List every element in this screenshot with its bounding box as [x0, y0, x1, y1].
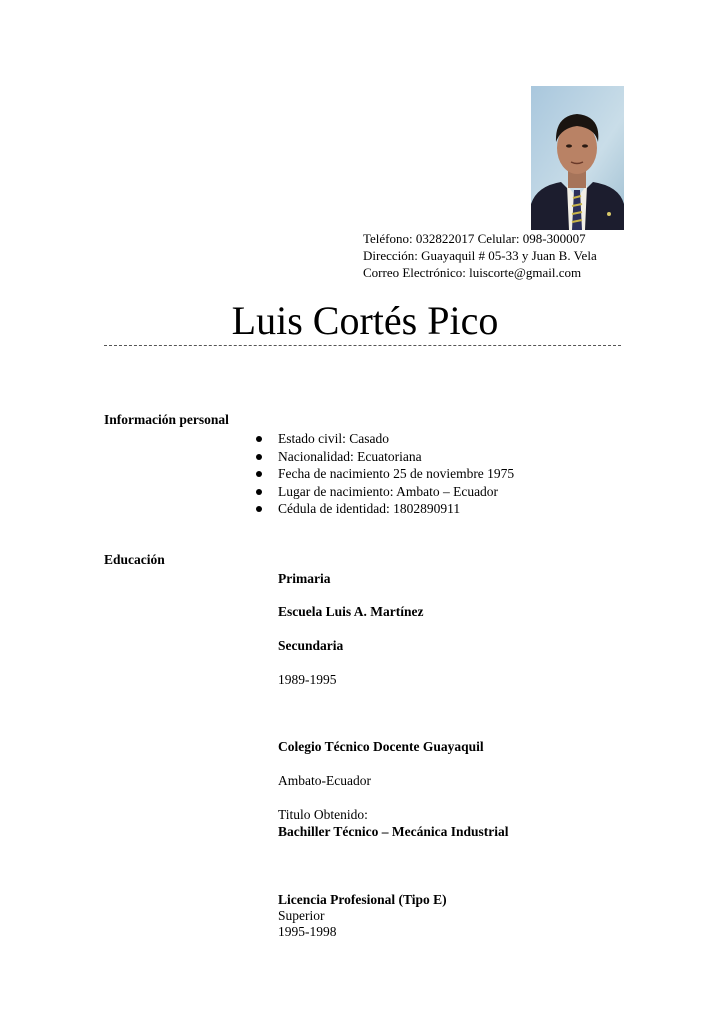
address-text: Dirección: Guayaquil # 05-33 y Juan B. Vela [363, 248, 597, 263]
college-location: Ambato-Ecuador [278, 773, 371, 788]
degree-name: Bachiller Técnico – Mecánica Industrial [278, 824, 509, 839]
license-level: Superior [278, 908, 325, 923]
degree-label: Titulo Obtenido: [278, 807, 368, 822]
personal-info-list [252, 430, 514, 518]
license-name: Licencia Profesional (Tipo E) [278, 892, 447, 907]
primary-level: Primaria [278, 571, 331, 586]
list-item: Fecha de nacimiento 25 de noviembre 1975 [252, 465, 514, 483]
dashed-divider [104, 345, 621, 346]
contact-info [363, 230, 597, 281]
portrait-image [531, 86, 624, 230]
phone-text: Teléfono: 032822017 Celular: 098-300007 [363, 231, 586, 246]
personal-info-label: Información personal [104, 412, 229, 427]
education-label: Educación [104, 552, 165, 567]
license-years: 1995-1998 [278, 924, 337, 939]
list-item: Lugar de nacimiento: Ambato – Ecuador [252, 483, 514, 501]
email-text: Correo Electrónico: luiscorte@gmail.com [363, 265, 582, 280]
secondary-level: Secundaria [278, 638, 344, 653]
list-item: Cédula de identidad: 1802890911 [252, 500, 514, 518]
college-name: Colegio Técnico Docente Guayaquil [278, 739, 484, 754]
list-item: Estado civil: Casado [252, 430, 514, 448]
primary-school: Escuela Luis A. Martínez [278, 604, 424, 619]
secondary-years: 1989-1995 [278, 672, 337, 687]
profile-photo [531, 86, 624, 230]
list-item: Nacionalidad: Ecuatoriana [252, 448, 514, 466]
full-name-text: Luis Cortés Pico [231, 298, 499, 343]
full-name-heading [0, 296, 728, 346]
